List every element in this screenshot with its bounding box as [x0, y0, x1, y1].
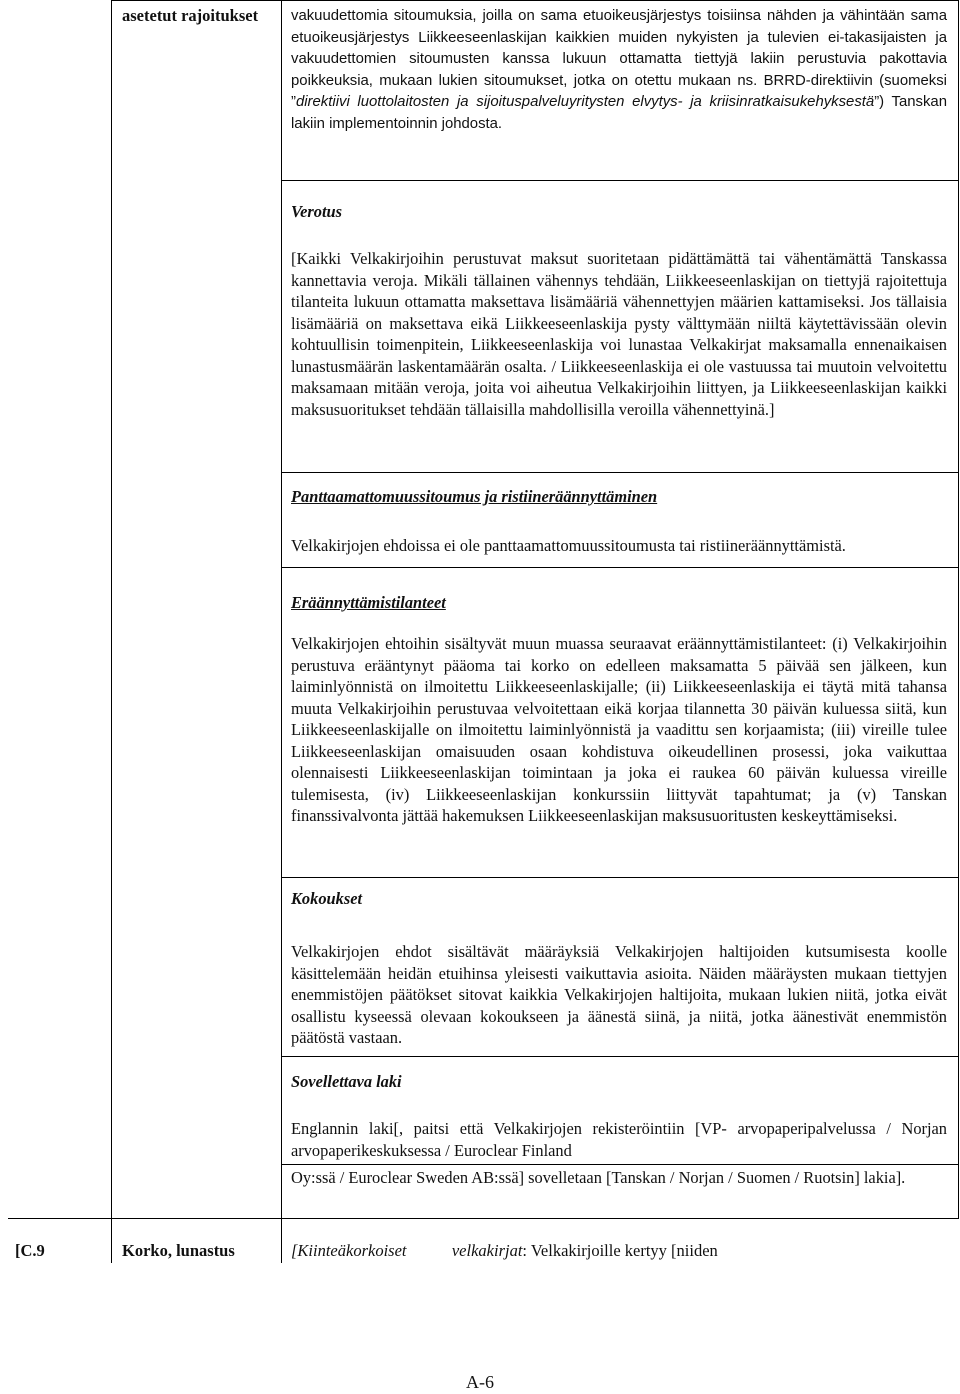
verotus-text: [Kaikki Velkakirjoihin perustuvat maksut suoritetaan pidättämättä tai vähentämättä Tanskassa kannettavia veroja. Mikäli tällainen vähennys tehdään, Liikkeeseenlaskijan on tiettyjä rajoitettuja tilanteita lukuun ottamatta maksettava lisämääriä vähennettyjen määrien kattamiseksi. Jos tällaisia lisämääriä on maksettava eikä Liikkeeseenlaskija pysty välttymään niiltä käytettävissään olevin kohtuullisin toimenpitein, Liikkeeseenlaskija voi lunastaa Velkakirjat maksamalla ennenaikaisen lunastusmäärän laskentamäärän osalta. / Liikkeeseenlaskija ei ole vastuussa tai muutoin velvoitettu maksamaan mitään veroja, joita voi aiheutua Velkakirjoihin liittyen, ja Liikkeeseenlaskijan kaikki maksusuoritukset tehdään tällaisilla mahdollisilla veroilla vähennettyinä.] [291, 249, 947, 419]
section-number: [C.9 [15, 1241, 45, 1260]
top-paragraph [291, 6, 947, 136]
divider-after-kokoukset [281, 1056, 959, 1057]
top-paragraph-end: ”) Tanskan lakiin implementoinnin johdosta. [291, 94, 947, 132]
panttaamattomuus-text: Velkakirjojen ehdoissa ei ole panttaamattomuussitoumusta tai ristiineräännyttämistä. [291, 536, 846, 555]
table-border-col-1 [281, 0, 282, 1263]
eraannyttamis-text: Velkakirjojen ehtoihin sisältyvät muun muassa seuraavat eräännyttämistilanteet: (i) Velkakirjoihin perustuva erääntynyt pääoma tai korko on edelleen maksamatta 5 päivää sen jälkeen, kun laiminlyönnistä on ilmoitettu Liikkeeseenlaskijalle; (ii) Liikkeeseenlaskija ei täytä mitä tahansa muuta Velkakirjoihin perustuvaa velvoitettaan eikä korjaa tilannetta 30 päivän kuluessa siitä, kun Liikkeeseenlaskijalle on ilmoitettu laiminlyönnistä ja vaadittu sen korjaamista; (iii) vireille tulee Liikkeeseenlaskijan omaisuuden osaan kohdistuva oikeudellinen prosessi, joka vaikuttaa olennaisesti Liikkeeseenlaskijan toimintaan ja joka ei raukea 60 päivän kuluessa vireille tulemisesta, (iv) Liikkeeseenlaskijan konkurssiin liittyvät tapahtumat; ja (v) Tanskan finanssivalvonta jättää hakemuksen Liikkeeseenlaskijan maksusuoritusten keskeyttämiseksi. [291, 634, 947, 825]
table-border-top [111, 0, 959, 1]
heading-panttaamattomuus: Panttaamattomuussitoumus ja ristiineräännyttäminen [291, 487, 658, 506]
heading-sovellettava: Sovellettava laki [291, 1072, 402, 1091]
top-paragraph-italic: direktiivi luottolaitosten ja sijoituspalveluyritysten elvytys- ja kriisinratkaisukehyksestä [295, 94, 875, 111]
row-label: asetetut rajoitukset [122, 6, 259, 25]
divider-after-panttaamattomuus [281, 567, 959, 568]
top-paragraph-text: vakuudettomia sitoumuksia, joilla on sama etuoikeusjärjestys toisiinsa nähden ja vähintään sama etuoikeusjärjestys Liikkeeseenlaskijan kaikkien muiden nykyisten ja tulevien ei-takasijaisten ja vakuudettomien sitoumusten kanssa lukuun ottamatta tiettyjä lakiin perustuvia pakottavia poikkeuksia, mukaan lukien sitoumukset, jotka on otettu mukaan ns. BRRD-direktiivin (suomeksi ” [291, 8, 947, 111]
divider-sovellettava-inner [281, 1164, 959, 1165]
bottom-row-text [291, 1240, 947, 1262]
bottom-row-label: Korko, lunastus [122, 1241, 235, 1260]
row-divider [8, 1218, 959, 1219]
bottom-row-italic-2: velkakirjat [451, 1241, 523, 1260]
heading-kokoukset: Kokoukset [291, 889, 363, 908]
bottom-row-rest: : Velkakirjoille kertyy [niiden [522, 1241, 718, 1260]
divider-after-eraannyttamis [281, 877, 959, 878]
page-number: A-6 [466, 1372, 494, 1392]
table-border-left [111, 0, 112, 1263]
table-border-right [958, 0, 959, 1218]
divider-after-verotus [281, 472, 959, 473]
sovellettava-text-2: Oy:ssä / Euroclear Sweden AB:ssä] sovelletaan [Tanskan / Norjan / Suomen / Ruotsin] lakia]. [291, 1168, 906, 1187]
heading-verotus: Verotus [291, 202, 343, 221]
bottom-row-italic-1: [Kiinteäkorkoiset [291, 1241, 407, 1260]
kokoukset-text: Velkakirjojen ehdot sisältävät määräyksiä Velkakirjojen haltijoiden kutsumisesta koolle käsittelemään heidän etuihinsa yleisesti vaikuttavia asioita. Näiden määräysten mukaan tiettyjen enemmistöjen päätökset sitovat kaikkia Velkakirjojen haltijoita, mukaan lukien niitä, jotka eivät osallistu kyseessä olevaan kokoukseen ja äänestä siinä, ja niitä, jotka äänestivät enemmistön päätöstä vastaan. [291, 942, 947, 1047]
heading-eraannyttamis: Eräännyttämistilanteet [291, 593, 446, 612]
sovellettava-text-1: Englannin laki[, paitsi että Velkakirjojen rekisteröintiin [VP- arvopaperipalvelussa / Norjan arvopaperikeskuksessa / Euroclear Finland [291, 1119, 947, 1160]
divider-after-top [281, 180, 959, 181]
